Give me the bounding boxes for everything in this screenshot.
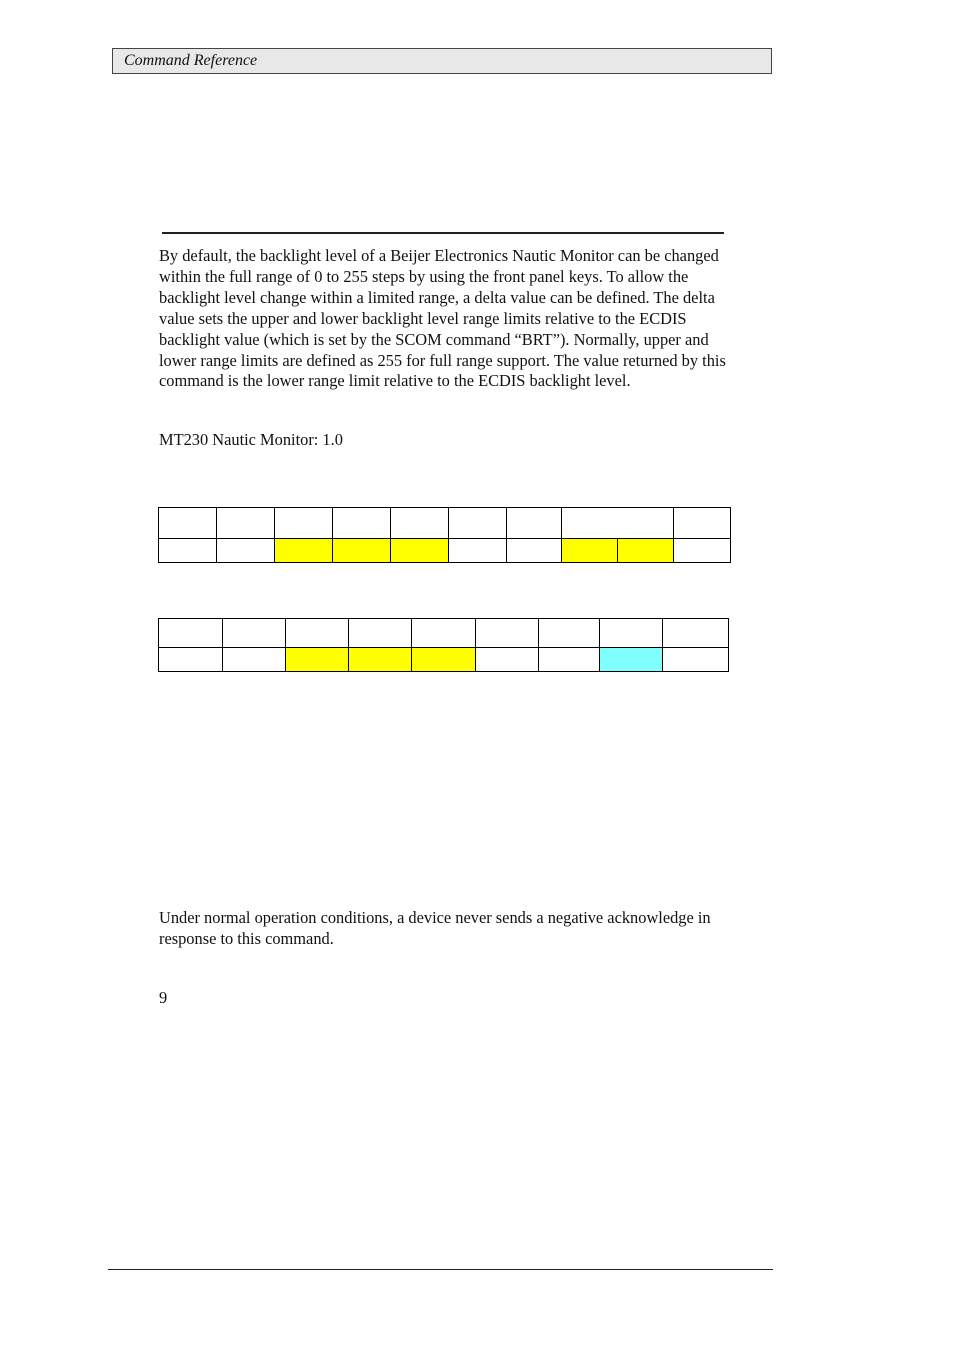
frame-byte-cell-highlighted [412,648,476,672]
frame-header-cell [349,619,412,648]
frame-byte-cell [539,648,600,672]
frame-byte-cell [217,539,275,563]
frame-header-cell [286,619,349,648]
footer-rule [108,1269,773,1270]
frame-byte-cell [663,648,729,672]
frame-header-cell [159,619,223,648]
frame-byte-cell-highlighted [618,539,674,563]
description-paragraph: By default, the backlight level of a Beijer Electronics Nautic Monitor can be changed within the full range of 0 to 255 steps by using the front panel keys. To allow the backlight level change within a limited range, a delta value can be defined. The delta value sets the upper and lower backlight level range limits relative to the ECDIS backlight value (which is set by the SCOM command “BRT”). Normally, upper and lower range limits are defined as 255 for full range support. The value returned by this command is the lower range limit relative to the ECDIS backlight level. [159,246,726,391]
frame-byte-cell-highlighted [391,539,449,563]
frame-header-cell [449,508,507,539]
footnote-number: 9 [159,988,168,1007]
frame-byte-cell [159,648,223,672]
frame-header-cell [391,508,449,539]
frame-header-cell [275,508,333,539]
frame-byte-cell-highlighted [562,539,618,563]
frame-byte-cell-highlighted [275,539,333,563]
frame-header-cell [562,508,674,539]
frame-header-cell [600,619,663,648]
frame-byte-cell-highlighted [333,539,391,563]
frame-header-cell [674,508,731,539]
frame-header-cell [663,619,729,648]
frame-byte-cell-highlighted [349,648,412,672]
frame-header-cell [223,619,286,648]
nak-note-paragraph: Under normal operation conditions, a device never sends a negative acknowledge in response to this command. [159,908,711,948]
command-frame-table [158,507,731,563]
frame-byte-cell [223,648,286,672]
frame-header-cell [159,508,217,539]
running-header [112,48,772,74]
frame-header-cell [333,508,391,539]
frame-header-cell [476,619,539,648]
frame-byte-cell [159,539,217,563]
response-frame-table [158,618,729,672]
header-title: Command Reference [124,52,258,69]
frame-header-cell [217,508,275,539]
frame-value-cell-highlighted [600,648,663,672]
section-rule [162,232,724,234]
frame-header-cell [412,619,476,648]
frame-header-cell [539,619,600,648]
frame-byte-cell [476,648,539,672]
frame-byte-cell [449,539,507,563]
frame-byte-cell [674,539,731,563]
frame-byte-cell [507,539,562,563]
frame-byte-cell-highlighted [286,648,349,672]
frame-header-cell [507,508,562,539]
availability-paragraph: MT230 Nautic Monitor: 1.0 [159,430,343,449]
